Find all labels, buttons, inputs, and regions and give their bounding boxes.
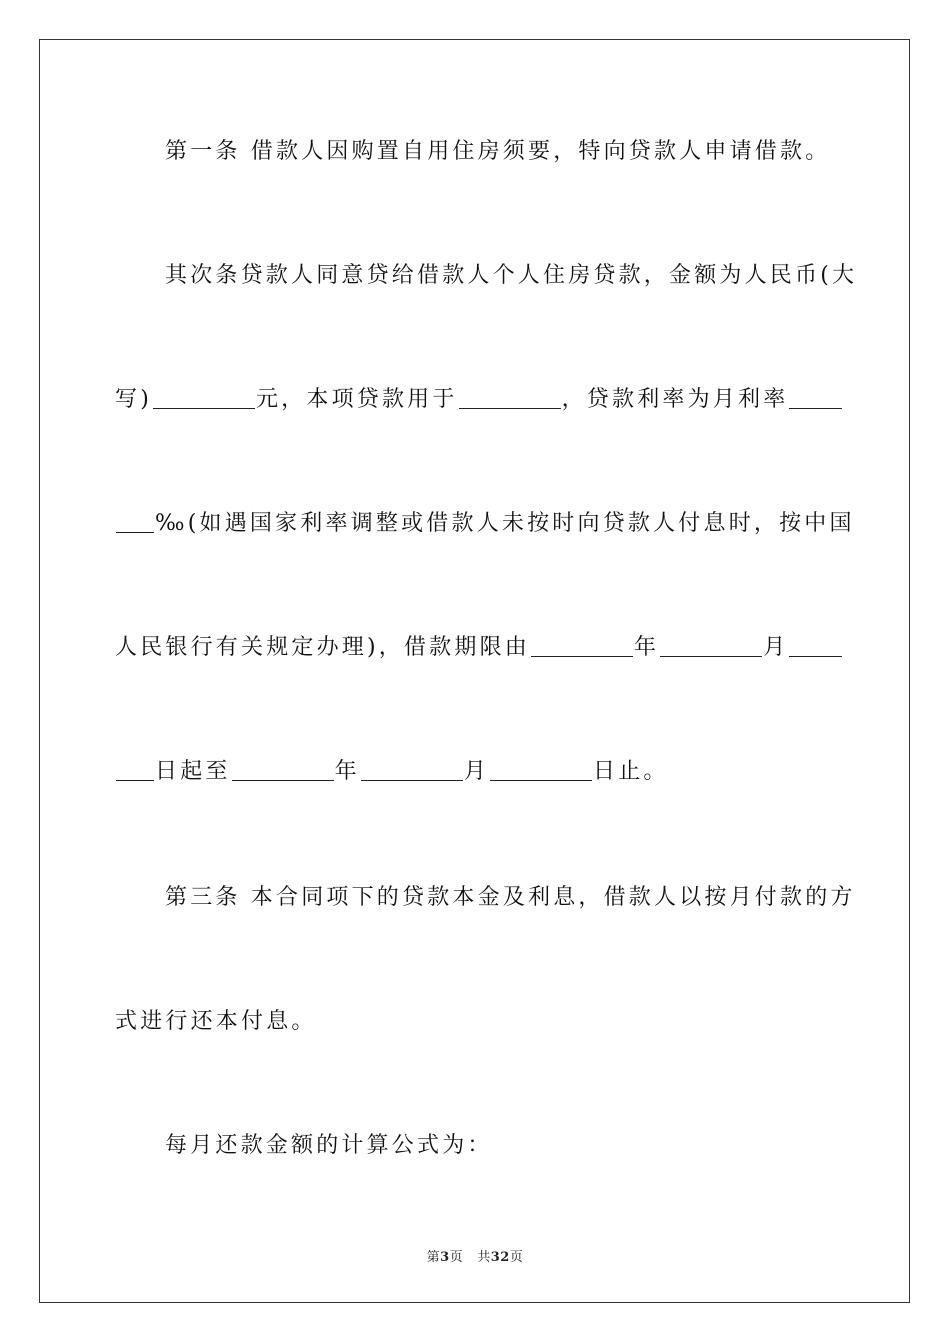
article-2-line-2 bbox=[115, 386, 835, 414]
start-month-blank[interactable] bbox=[660, 636, 762, 657]
end-year-blank[interactable] bbox=[232, 760, 334, 781]
footer-prefix: 第 bbox=[426, 1250, 441, 1265]
text-segment: 年 bbox=[633, 635, 660, 660]
article-3-text-cont: 式进行还本付息。 bbox=[115, 1009, 317, 1034]
article-1-text: 第一条 借款人因购置自用住房须要，特向贷款人申请借款。 bbox=[165, 139, 831, 164]
footer-total-suffix: 页 bbox=[509, 1250, 524, 1265]
text-segment: 写) bbox=[115, 387, 152, 412]
article-2-line-1 bbox=[165, 262, 858, 290]
text-segment: 元，本项贷款用于 bbox=[255, 387, 458, 412]
interest-rate-blank[interactable] bbox=[789, 388, 842, 409]
article-3-text: 第三条 本合同项下的贷款本金及利息，借款人以按月付款的方 bbox=[165, 885, 856, 910]
article-3-line-1 bbox=[165, 884, 856, 912]
text-segment: 人民银行有关规定办理)，借款期限由 bbox=[115, 635, 530, 660]
text-segment: 日起至 bbox=[155, 759, 231, 784]
article-2-line-4 bbox=[115, 634, 835, 662]
text-segment: ，贷款利率为月利率 bbox=[561, 387, 789, 412]
end-day-blank[interactable] bbox=[490, 760, 592, 781]
text-segment: 月 bbox=[463, 759, 490, 784]
text-segment: 日止。 bbox=[593, 759, 669, 784]
start-year-blank[interactable] bbox=[531, 636, 633, 657]
amount-blank[interactable] bbox=[153, 388, 255, 409]
text-segment: ‰(如遇国家利率调整或借款人未按时向贷款人付息时，按中国 bbox=[155, 511, 855, 536]
start-day-blank-cont[interactable] bbox=[116, 760, 154, 781]
end-month-blank[interactable] bbox=[361, 760, 463, 781]
page-border bbox=[39, 39, 910, 1303]
total-pages-number: 32 bbox=[490, 1250, 510, 1265]
article-2-line-5 bbox=[115, 758, 835, 786]
footer-page-suffix: 页 bbox=[449, 1250, 464, 1265]
article-1 bbox=[165, 138, 835, 166]
purpose-blank[interactable] bbox=[459, 388, 561, 409]
formula-intro bbox=[165, 1132, 835, 1160]
formula-intro-text: 每月还款金额的计算公式为： bbox=[165, 1133, 493, 1158]
interest-rate-blank-cont[interactable] bbox=[116, 512, 154, 533]
page-footer bbox=[0, 1246, 950, 1265]
start-day-blank[interactable] bbox=[789, 636, 842, 657]
article-2-line-3 bbox=[115, 510, 855, 538]
footer-total-prefix: 共 bbox=[477, 1250, 491, 1265]
article-3-line-2 bbox=[115, 1008, 835, 1036]
text-segment: 年 bbox=[334, 759, 360, 784]
article-2-text: 其次条贷款人同意贷给借款人个人住房贷款，金额为人民币(大 bbox=[165, 263, 858, 288]
text-segment: 月 bbox=[763, 635, 789, 660]
current-page-number: 3 bbox=[440, 1250, 450, 1265]
